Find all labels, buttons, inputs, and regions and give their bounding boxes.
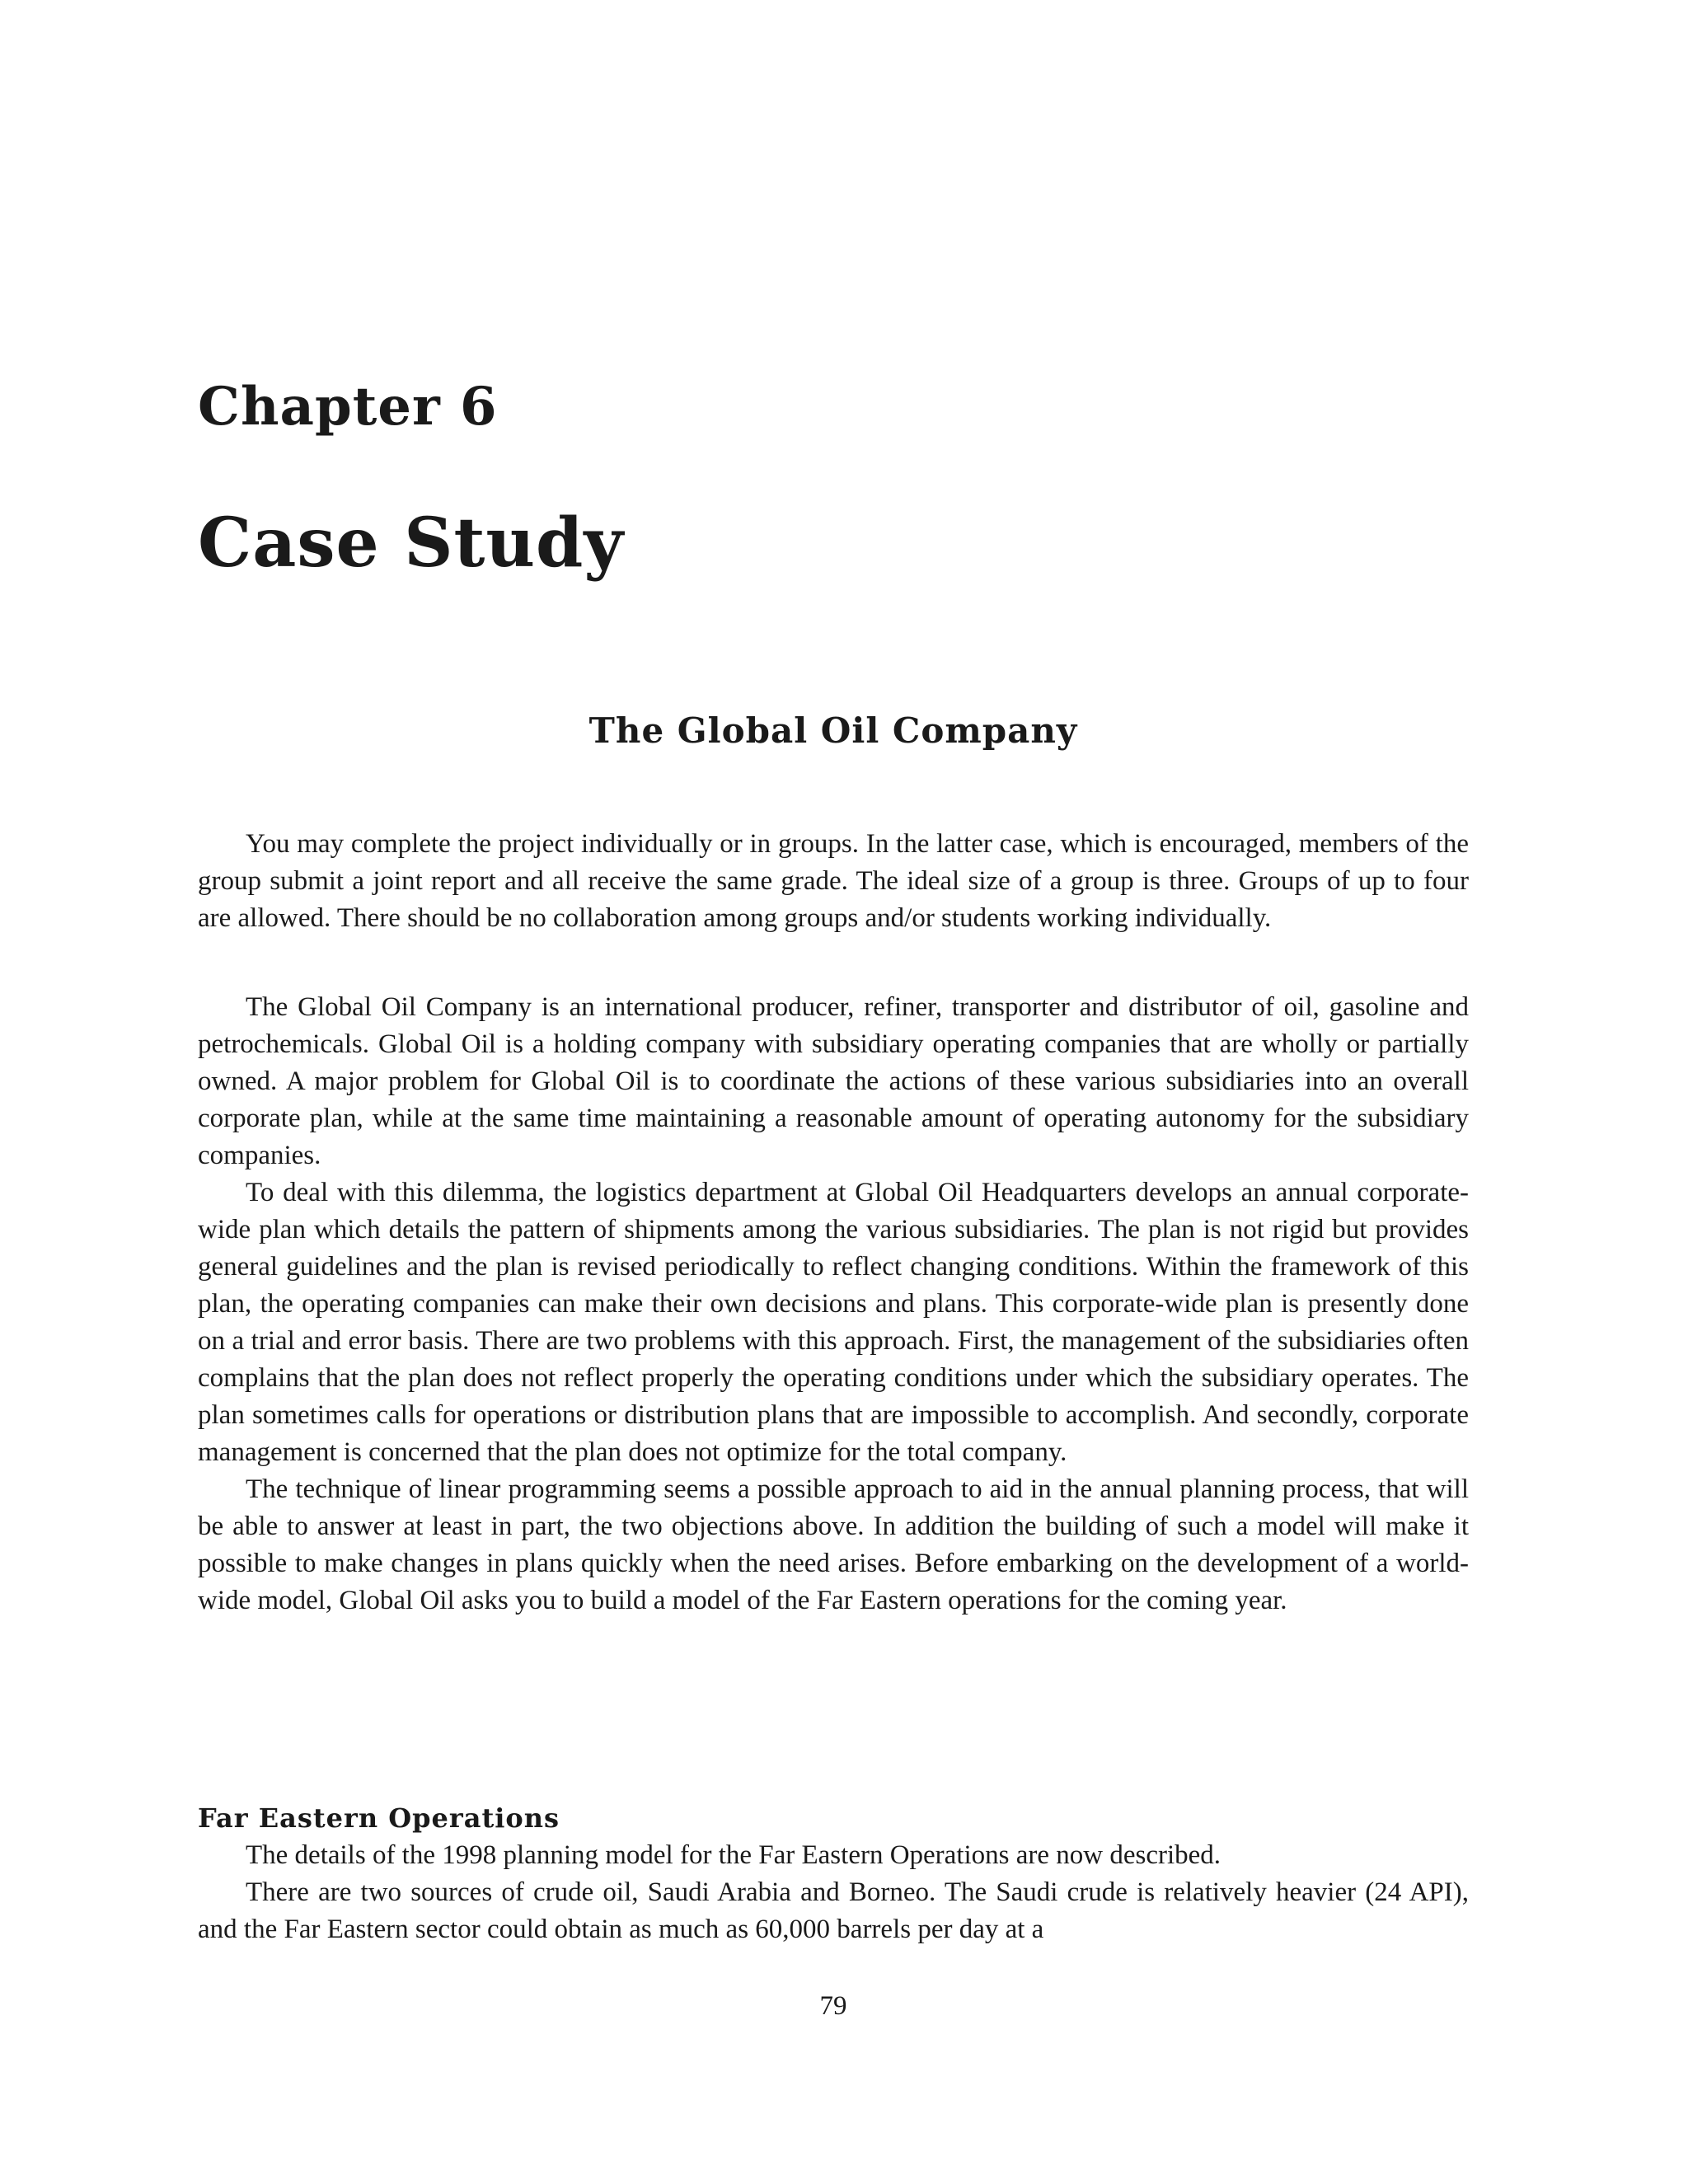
far-eastern-paragraph-1: The details of the 1998 planning model for the Far Eastern Operations are now described. bbox=[246, 1840, 1221, 1870]
body-paragraph-1: The Global Oil Company is an international producer, refiner, transporter and distributor of oil, gasoline and petrochemicals. Global Oil is a holding company with subsidiary operating companies that are wholly or partially owned. A major problem for Global Oil is to coordinate the actions of these various subsidiaries into an overall corporate plan, while at the same time maintaining a reasonable amount of operating autonomy for the subsidiary companies. bbox=[198, 992, 1469, 1170]
chapter-label: Chapter 6 bbox=[198, 376, 498, 438]
far-eastern-paragraph-2: There are two sources of crude oil, Saudi Arabia and Borneo. The Saudi crude is relatively heavier (24 API), and the Far Eastern sector could obtain as much as 60,000 barrels per day at a bbox=[198, 1877, 1469, 1944]
intro-block bbox=[198, 826, 1469, 937]
body-paragraph-3: The technique of linear programming seems a possible approach to aid in the annual planning process, that will be able to answer at least in part, the two objections above. In addition the building of such a model will make it possible to make changes in plans quickly when the need arises. Before embarking on the development of a world-wide model, Global Oil asks you to build a model of the Far Eastern operations for the coming year. bbox=[198, 1474, 1469, 1615]
section-title: The Global Oil Company bbox=[588, 710, 1078, 751]
far-eastern-block bbox=[198, 1837, 1469, 1948]
body-block bbox=[198, 989, 1469, 1619]
page-number: 79 bbox=[819, 1991, 847, 2021]
intro-paragraph: You may complete the project individually or in groups. In the latter case, which is encouraged, members of the group submit a joint report and all receive the same grade. The ideal size of a group is three. Groups of up to four are allowed. There should be no collaboration among groups and/or students working individually. bbox=[198, 829, 1469, 933]
body-paragraph-2: To deal with this dilemma, the logistics department at Global Oil Headquarters develops an annual corporate-wide plan which details the pattern of shipments among the various subsidiaries. The plan is not rigid but provides general guidelines and the plan is revised periodically to reflect changing conditions. Within the framework of this plan, the operating companies can make their own decisions and plans. This corporate-wide plan is presently done on a trial and error basis. There are two problems with this approach. First, the management of the subsidiaries often complains that the plan does not reflect properly the operating conditions under which the subsidiary operates. The plan sometimes calls for operations or distribution plans that are impossible to accomplish. And secondly, corporate management is concerned that the plan does not optimize for the total company. bbox=[198, 1178, 1469, 1467]
far-eastern-heading: Far Eastern Operations bbox=[198, 1802, 560, 1834]
chapter-title: Case Study bbox=[198, 504, 624, 583]
document-page bbox=[198, 0, 1469, 2184]
